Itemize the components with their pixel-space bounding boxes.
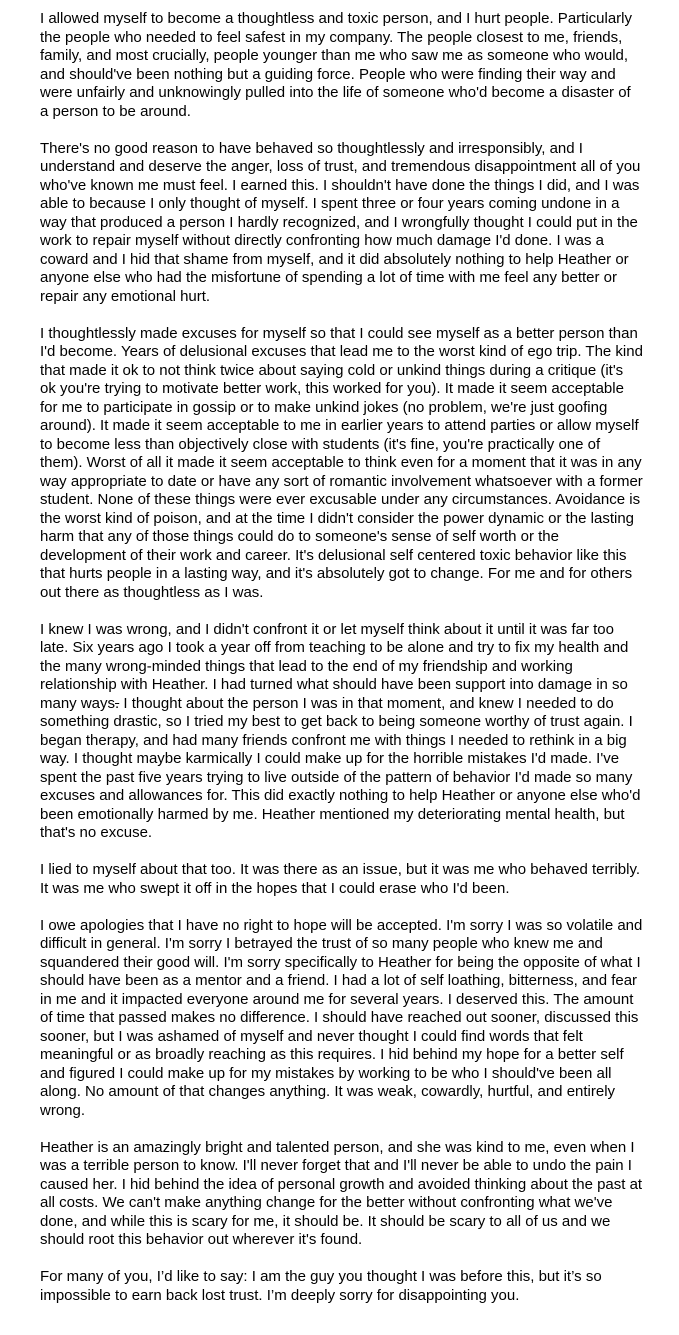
- paragraph-3: I thoughtlessly made excuses for myself so that I could see myself as a better person than I'd become. Years of delusional excuses that lead me to the worst kind of ego trip. The kind that made it ok to not think twice about saying cold or unkind things during a critique (it's ok you're trying to motivate better work, this worked for you). It made it seem acceptable for me to participate in gossip or to make unkind jokes (no problem, we're just goofing around). It made it seem acceptable to me in earlier years to attend parties or allow myself to become less than objectively close with students (it's fine, you're practically one of them). Worst of all it made it seem acceptable to think even for a moment that it was in any way appropriate to date or have any sort of romantic involvement whatsoever with a former student. None of these things were ever excusable under any circumstances. Avoidance is the worst kind of poison, and at the time I didn't consider the power dynamic or the lasting harm that any of those things could do to someone's sense of self worth or the development of their work and career. It's delusional self centered toxic behavior like this that hurts people in a lasting way, and it's absolutely got to change. For me and for others out there as thoughtless as I was.: [40, 324, 643, 601]
- paragraph-4: [40, 621, 643, 843]
- paragraph-1: I allowed myself to become a thoughtless and toxic person, and I hurt people. Particularly the people who needed to feel safest in my company. The people closest to me, friends, family, and most crucially, people younger than me who saw me as someone who would, and should've been nothing but a guiding force. People who were finding their way and were unfairly and unknowingly pulled into the life of someone who'd become a disaster of a person to be around.: [40, 10, 632, 120]
- paragraph-4-text-after-strike: I thought about the person I was in that moment, and knew I needed to do something drastic, so I tried my best to get back to being someone worthy of trust again. I began therapy, and had many friends confront me with things I needed to rethink in a big way. I thought maybe karmically I could make up for the horrible mistakes I'd made. I've spent the past five years trying to live outside of the pattern of behavior I'd made so many excuses and allowances for. This did exactly nothing to help Heather or anyone else who'd been emotionally harmed by me. Heather mentioned my deteriorating mental health, but that's no excuse.: [40, 694, 641, 841]
- paragraph-5: I lied to myself about that too. It was there as an issue, but it was me who behaved terribly. It was me who swept it off in the hopes that I could erase who I'd been.: [40, 861, 641, 897]
- paragraph-6: I owe apologies that I have no right to hope will be accepted. I'm sorry I was so volatile and difficult in general. I'm sorry I betrayed the trust of so many people who knew me and squandered their good will. I'm sorry specifically to Heather for being the opposite of what I should have been as a mentor and a friend. I had a lot of self loathing, bitterness, and fear in me and it impacted everyone around me for several years. I deserved this. The amount of time that passed makes no difference. I should have reached out sooner, discussed this sooner, but I was ashamed of myself and never thought I could find words that felt meaningful or as broadly reaching as this requires. I hid behind my hope for a better self and figured I could make up for my mistakes by working to be who I should've been all along. No amount of that changes anything. It was weak, cowardly, hurtful, and entirely wrong.: [40, 916, 643, 1119]
- paragraph-7: Heather is an amazingly bright and talented person, and she was kind to me, even when I was a terrible person to know. I'll never forget that and I'll never be able to undo the pain I caused her. I hid behind the idea of personal growth and avoided thinking about the past at all costs. We can't make anything change for the better without confronting what we've done, and while this is scary for me, it should be. It should be scary to all of us and we should root this behavior out wherever it's found.: [40, 1138, 643, 1248]
- paragraph-2: There's no good reason to have behaved so thoughtlessly and irresponsibly, and I understand and deserve the anger, loss of trust, and tremendous disappointment all of you who've known me must feel. I earned this. I shouldn't have done the things I did, and I was able to because I only thought of myself. I spent three or four years coming undone in a way that produced a person I hardly recognized, and I wrongfully thought I could put in the work to repair myself without directly confronting how much damage I'd done. I was a coward and I hid that shame from myself, and it did absolutely nothing to help Heather or anyone else who had the misfortune of spending a lot of time with me feel any better or repair any emotional hurt.: [40, 139, 641, 305]
- paragraph-8: For many of you, I’d like to say: I am the guy you thought I was before this, but it’s so impossible to earn back lost trust. I’m deeply sorry for disappointing you.: [40, 1268, 602, 1304]
- paragraph-4-text-before-strike: I knew I was wrong, and I didn't confront it or let myself think about it until it was far too late. Six years ago I took a year off from teaching to be alone and try to fix my health and the many wrong-minded things that lead to the end of my friendship and working relationship with Heather. I had turned what should have been support into damage in so many ways: [40, 620, 629, 712]
- struck-period: .: [115, 694, 120, 712]
